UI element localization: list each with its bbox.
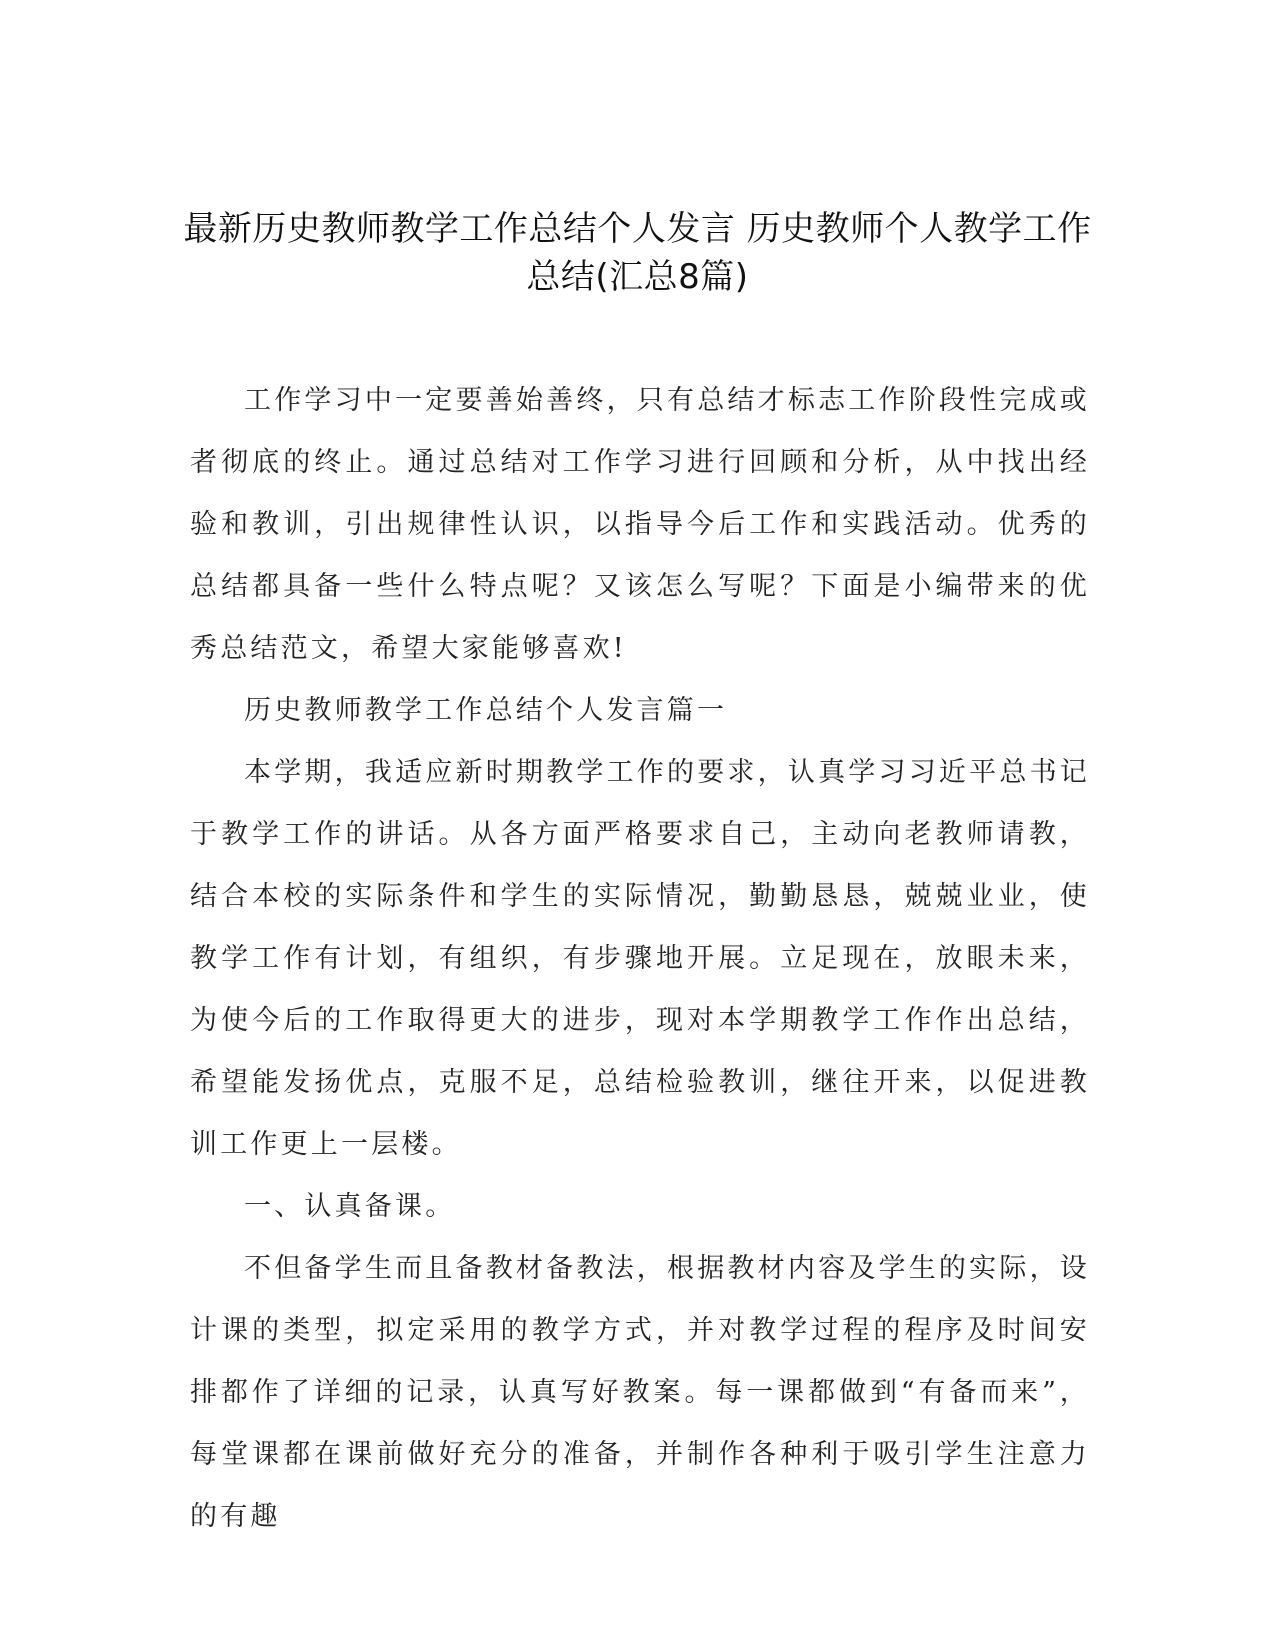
intro-paragraph: 工作学习中一定要善始善终，只有总结才标志工作阶段性完成或者彻底的终止。通过总结对工作学习进行回顾和分析，从中找出经验和教训，引出规律性认识，以指导今后工作和实践活动。优秀的总结都具备一些什么特点呢？又该怎么写呢？下面是小编带来的优秀总结范文，希望大家能够喜欢! [190,385,1090,664]
subsection-heading: 一、认真备课。 [244,1191,456,1222]
body-paragraph: 不但备学生而且备教材备教法，根据教材内容及学生的实际，设计课的类型，拟定采用的教学方式，并对教学过程的程序及时间安排都作了详细的记录，认真写好教案。每一课都做到“有备而来”，每堂课都在课前做好充分的准备，并制作各种利于吸引学生注意力的有趣 [190,1253,1090,1532]
section-heading: 历史教师教学工作总结个人发言篇一 [244,695,728,726]
body-paragraph: 本学期，我适应新时期教学工作的要求，认真学习习近平总书记于教学工作的讲话。从各方面严格要求自己，主动向老教师请教，结合本校的实际条件和学生的实际情况，勤勤恳恳，兢兢业业，使教学工作有计划，有组织，有步骤地开展。立足现在，放眼未来，为使今后的工作取得更大的进步，现对本学期教学工作作出总结，希望能发扬优点，克服不足，总结检验教训，继往开来，以促进教训工作更上一层楼。 [190,757,1090,1160]
title-line-2: 总结(汇总8篇) [526,257,749,297]
document-title [150,205,1125,301]
title-line-1: 最新历史教师教学工作总结个人发言 历史教师个人教学工作 [183,209,1092,249]
document-body [190,370,1090,1548]
